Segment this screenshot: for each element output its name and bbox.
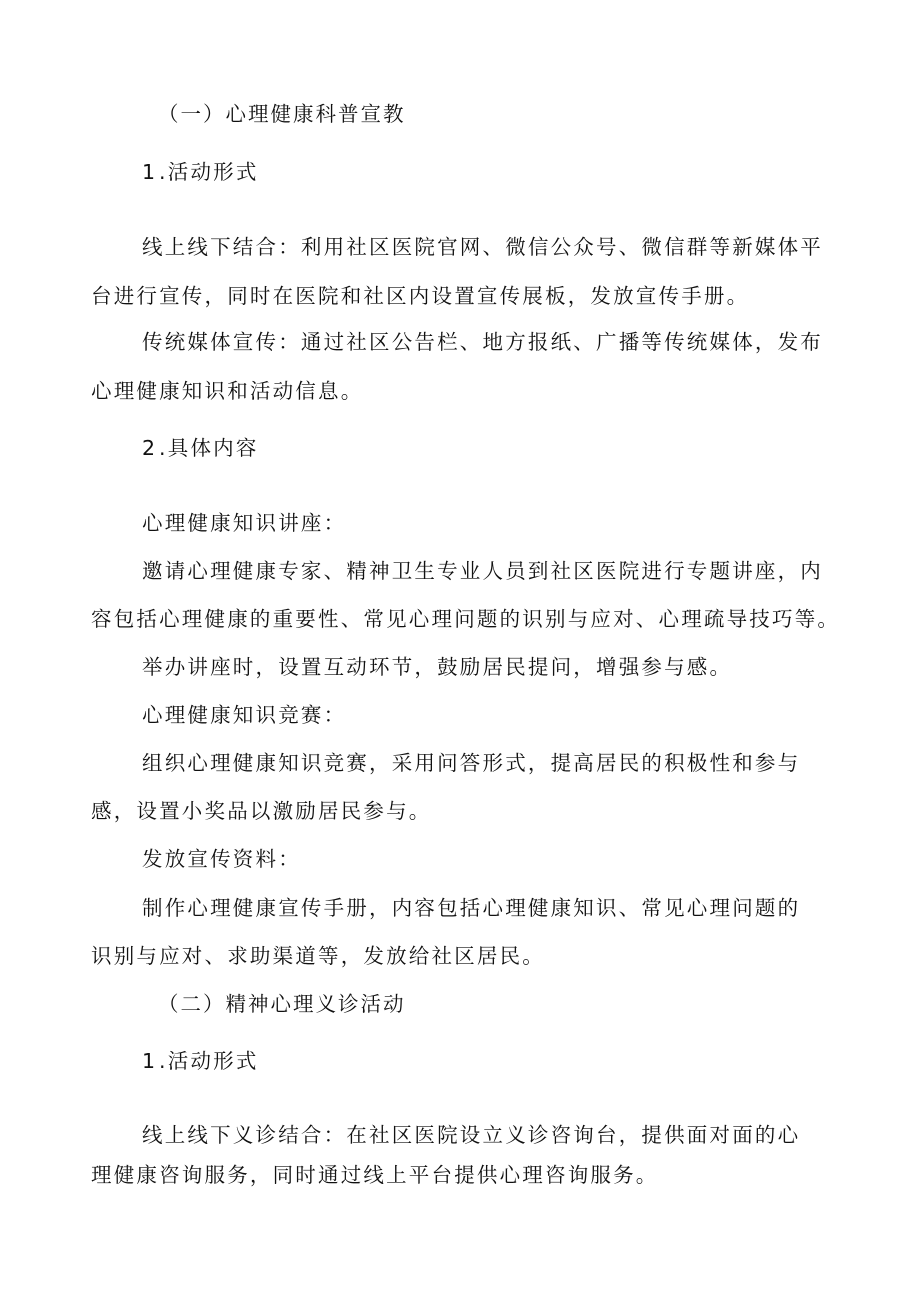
section-heading: （二）精神心理义诊活动 (158, 992, 406, 1016)
paragraph-line: 线上线下义诊结合：在社区医院设立义诊咨询台，提供面对面的心 (142, 1123, 801, 1147)
subsection-heading (142, 435, 259, 461)
paragraph-line: 感，设置小奖品以激励居民参与。 (91, 799, 432, 823)
paragraph-line: 理健康咨询服务，同时通过线上平台提供心理咨询服务。 (91, 1163, 659, 1187)
paragraph-line: 组织心理健康知识竞赛，采用问答形式，提高居民的积极性和参与 (142, 751, 801, 775)
subsection-title: .活动形式 (159, 160, 259, 184)
subsection-number: 1 (142, 160, 156, 184)
paragraph-line: 线上线下结合：利用社区医院官网、微信公众号、微信群等新媒体平 (142, 235, 823, 259)
paragraph-line: 邀请心理健康专家、精神卫生专业人员到社区医院进行专题讲座，内 (142, 559, 823, 583)
subsection-title: .活动形式 (159, 1049, 259, 1073)
subsection-heading (142, 1048, 259, 1074)
paragraph-line: 心理健康知识竞赛： (142, 703, 347, 727)
paragraph-line: 心理健康知识和活动信息。 (91, 379, 364, 403)
paragraph-line: 台进行宣传，同时在医院和社区内设置宣传展板，发放宣传手册。 (91, 284, 750, 308)
paragraph-line: 制作心理健康宣传手册，内容包括心理健康知识、常见心理问题的 (142, 896, 801, 920)
section-heading: （一）心理健康科普宣教 (158, 102, 406, 126)
paragraph-line: 传统媒体宣传：通过社区公告栏、地方报纸、广播等传统媒体，发布 (142, 330, 823, 354)
paragraph-line: 举办讲座时，设置互动环节，鼓励居民提问，增强参与感。 (142, 655, 733, 679)
subsection-number: 1 (142, 1049, 156, 1073)
paragraph-line: 容包括心理健康的重要性、常见心理问题的识别与应对、心理疏导技巧等。 (91, 607, 841, 631)
subsection-title: .具体内容 (159, 436, 259, 460)
paragraph-line: 发放宣传资料： (142, 847, 301, 871)
paragraph-line: 识别与应对、求助渠道等，发放给社区居民。 (91, 944, 545, 968)
paragraph-line: 心理健康知识讲座： (142, 511, 347, 535)
subsection-heading (142, 159, 259, 185)
subsection-number: 2 (142, 436, 156, 460)
